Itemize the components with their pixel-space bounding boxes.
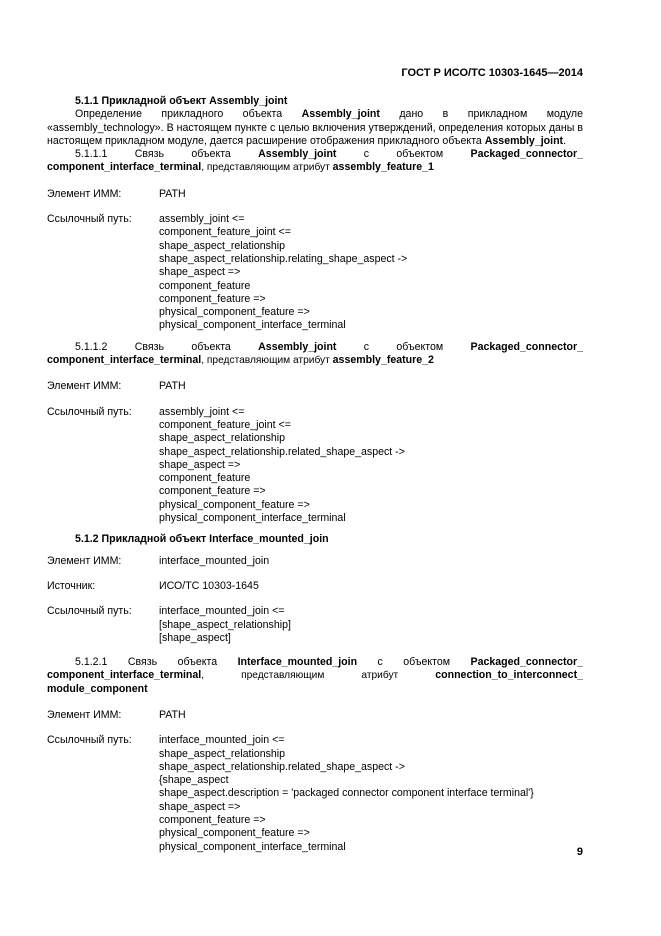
clause-text: с объектом	[336, 148, 471, 161]
attribute-name: connection_to_interconnect_ module_component	[47, 669, 583, 695]
path-line: shape_aspect_relationship.relating_shape_aspect ->	[159, 252, 408, 265]
clause-text: с объектом	[336, 340, 471, 353]
imm-element-value: PATH	[159, 380, 186, 393]
imm-element-value: PATH	[159, 187, 186, 200]
path-line: physical_component_interface_terminal	[159, 512, 346, 525]
path-line: component_feature	[159, 279, 251, 292]
path-line: assembly_joint <=	[159, 405, 245, 418]
reference-path-label: Ссылочный путь:	[47, 405, 132, 418]
source-row	[47, 580, 583, 593]
imm-element-row	[47, 709, 583, 722]
section-paragraph	[47, 108, 583, 148]
clause-text: , представляющим атрибут	[201, 670, 436, 682]
reference-path-label: Ссылочный путь:	[47, 605, 132, 618]
path-line: component_feature_joint <=	[159, 418, 291, 431]
source-value: ИСО/ТС 10303-1645	[159, 579, 259, 592]
path-line: component_feature_joint <=	[159, 226, 291, 239]
reference-path-lines	[159, 605, 583, 645]
reference-path-row	[47, 605, 583, 645]
page-content	[47, 95, 583, 854]
entity-name: Packaged_connector_ component_interface_terminal	[47, 340, 583, 367]
imm-element-value: PATH	[159, 708, 186, 721]
paragraph-text: .	[563, 134, 567, 147]
clause-number: 5.1.1.2	[75, 340, 108, 353]
clause-number: 5.1.2.1	[75, 656, 108, 669]
reference-path-lines	[159, 406, 583, 526]
imm-element-label: Элемент ИММ:	[47, 554, 122, 567]
path-line: physical_component_feature =>	[159, 306, 310, 319]
path-line: assembly_joint <=	[159, 213, 245, 226]
reference-path-row	[47, 406, 583, 526]
path-line: shape_aspect_relationship.related_shape_aspect ->	[159, 445, 405, 458]
page-number: 9	[576, 846, 583, 858]
entity-name: Assembly_joint	[484, 134, 564, 147]
path-line: physical_component_interface_terminal	[159, 319, 346, 332]
path-line: physical_component_feature =>	[159, 827, 310, 840]
clause-number: 5.1.1.1	[75, 148, 108, 161]
imm-element-label: Элемент ИММ:	[47, 187, 122, 200]
attribute-name: assembly_feature_1	[332, 161, 434, 174]
path-line: shape_aspect_relationship	[159, 747, 286, 760]
paragraph-text: дано в прикладном модуле «assembly_technology». В настоящем пункте с целью включения утверждений, определения которых даны в настоящем прикладном модуле, дается расширение отображения прикладного объекта	[47, 108, 583, 147]
imm-element-row	[47, 380, 583, 393]
imm-element-value: interface_mounted_join	[159, 554, 270, 567]
path-line: [shape_aspect]	[159, 631, 231, 644]
imm-element-label: Элемент ИММ:	[47, 380, 122, 393]
path-line: component_feature =>	[159, 814, 266, 827]
path-line: component_feature =>	[159, 292, 266, 305]
section-heading-5-1-1: 5.1.1 Прикладной объект Assembly_joint	[75, 95, 288, 107]
clause-text: Связь объекта	[107, 656, 238, 669]
path-line: component_feature	[159, 472, 251, 485]
path-line: [shape_aspect_relationship]	[159, 618, 291, 631]
imm-element-row	[47, 188, 583, 201]
reference-path-label: Ссылочный путь:	[47, 213, 132, 226]
path-line: shape_aspect_relationship.related_shape_aspect ->	[159, 760, 405, 773]
reference-path-lines	[159, 734, 583, 854]
entity-name: Assembly_joint	[258, 340, 337, 353]
path-line: {shape_aspect	[159, 774, 229, 787]
path-line: physical_component_interface_terminal	[159, 840, 346, 853]
path-line: shape_aspect =>	[159, 800, 241, 813]
clause-text: Связь объекта	[107, 148, 259, 161]
path-line: shape_aspect_relationship	[159, 432, 286, 445]
subclause-5-1-1-1	[47, 148, 583, 175]
imm-element-label: Элемент ИММ:	[47, 708, 122, 721]
reference-path-lines	[159, 213, 583, 333]
path-line: shape_aspect =>	[159, 266, 241, 279]
clause-text: , представляющим атрибут	[201, 355, 333, 367]
entity-name: Assembly_joint	[258, 148, 337, 161]
entity-name: Assembly_joint	[301, 108, 380, 121]
path-line: shape_aspect =>	[159, 458, 241, 471]
subclause-5-1-2-1	[47, 656, 583, 696]
path-line: shape_aspect_relationship	[159, 239, 286, 252]
path-line: shape_aspect.description = 'packaged connector component interface terminal'}	[159, 787, 534, 800]
paragraph-text: Определение прикладного объекта	[75, 108, 302, 121]
clause-text: с объектом	[357, 656, 471, 669]
path-line: interface_mounted_join <=	[159, 605, 285, 618]
clause-text: Связь объекта	[107, 340, 259, 353]
reference-path-label: Ссылочный путь:	[47, 734, 132, 747]
section-heading-5-1-2: 5.1.2 Прикладной объект Interface_mounted_join	[75, 533, 329, 546]
reference-path-row	[47, 734, 583, 854]
document-header: ГОСТ Р ИСО/ТС 10303-1645—2014	[401, 67, 583, 79]
imm-element-row	[47, 555, 583, 568]
entity-name: Packaged_connector_ component_interface_terminal	[47, 656, 583, 682]
clause-text: , представляющим атрибут	[201, 162, 333, 174]
entity-name: Interface_mounted_join	[237, 656, 358, 669]
entity-name: Packaged_connector_ component_interface_terminal	[47, 148, 583, 174]
attribute-name: assembly_feature_2	[332, 354, 434, 367]
path-line: physical_component_feature =>	[159, 498, 310, 511]
path-line: interface_mounted_join <=	[159, 734, 285, 747]
path-line: component_feature =>	[159, 485, 266, 498]
reference-path-row	[47, 213, 583, 333]
source-label: Источник:	[47, 579, 96, 592]
subclause-5-1-1-2	[47, 341, 583, 368]
